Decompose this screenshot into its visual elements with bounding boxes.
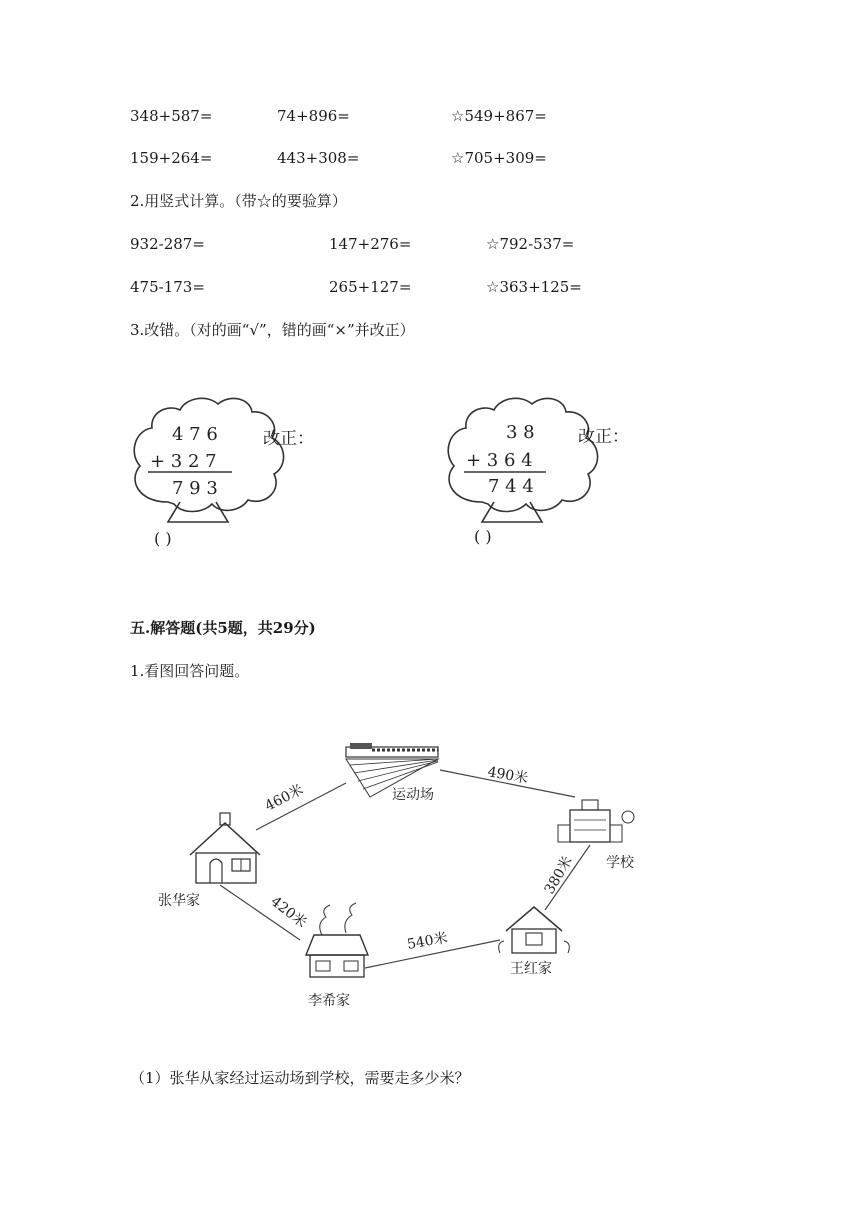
question-5-1-title: 1.看图回答问题。 bbox=[130, 662, 250, 680]
sub-question-1: （1）张华从家经过运动场到学校，需要走多少米？ bbox=[130, 1069, 470, 1087]
error-tree-1 bbox=[128, 390, 328, 560]
tree-1-result: 7 9 3 bbox=[172, 478, 218, 499]
zhanghua-house-icon bbox=[190, 813, 260, 883]
dist-school-wang: 380米 bbox=[541, 853, 576, 897]
label-stadium: 运动场 bbox=[392, 787, 434, 803]
dist-zhang-stadium: 460米 bbox=[262, 781, 307, 815]
question-2-title: 2.用竖式计算。（带☆的要验算） bbox=[130, 192, 347, 210]
route-map bbox=[150, 735, 670, 1035]
dist-zhang-li: 420米 bbox=[267, 893, 310, 932]
tree-2-top: 3 8 bbox=[506, 422, 535, 443]
tree-1-parens: ( ) bbox=[154, 529, 172, 548]
tree-1-correct-label: 改正： bbox=[263, 429, 314, 449]
lixi-house-icon bbox=[306, 903, 368, 977]
calc-1-1: 348+587= bbox=[130, 107, 213, 125]
vertical-calc-1-2: 147+276= bbox=[329, 235, 412, 253]
vertical-calc-1-3: ☆792-537= bbox=[486, 235, 575, 253]
label-school: 学校 bbox=[606, 855, 634, 871]
tree-2-bottom: + 3 6 4 bbox=[466, 450, 533, 471]
error-tree-2 bbox=[442, 390, 642, 560]
wanghong-house-icon bbox=[499, 907, 570, 953]
calc-2-2: 443+308= bbox=[277, 149, 360, 167]
vertical-calc-2-1: 475-173= bbox=[130, 278, 205, 296]
tree-1-top: 4 7 6 bbox=[172, 424, 218, 445]
calc-1-3: ☆549+867= bbox=[451, 107, 547, 125]
tree-2-result: 7 4 4 bbox=[488, 476, 534, 497]
vertical-calc-2-3: ☆363+125= bbox=[486, 278, 582, 296]
calc-1-2: 74+896= bbox=[277, 107, 350, 125]
tree-2-parens: ( ) bbox=[474, 527, 492, 546]
label-wanghong: 王红家 bbox=[510, 961, 552, 977]
calc-2-3: ☆705+309= bbox=[451, 149, 547, 167]
calc-2-1: 159+264= bbox=[130, 149, 213, 167]
school-icon bbox=[558, 800, 634, 842]
tree-1-bottom: + 3 2 7 bbox=[150, 451, 217, 472]
vertical-calc-1-1: 932-287= bbox=[130, 235, 205, 253]
tree-2-correct-label: 改正： bbox=[578, 427, 629, 447]
question-3-title: 3.改错。（对的画“√”，错的画“×”并改正） bbox=[130, 321, 415, 339]
vertical-calc-2-2: 265+127= bbox=[329, 278, 412, 296]
label-zhanghua: 张华家 bbox=[158, 893, 200, 909]
dist-stadium-school: 490米 bbox=[486, 764, 530, 788]
label-lixi: 李希家 bbox=[308, 993, 350, 1009]
section-5-title: 五.解答题(共5题，共29分) bbox=[130, 619, 316, 637]
dist-li-wang: 540米 bbox=[405, 930, 449, 953]
